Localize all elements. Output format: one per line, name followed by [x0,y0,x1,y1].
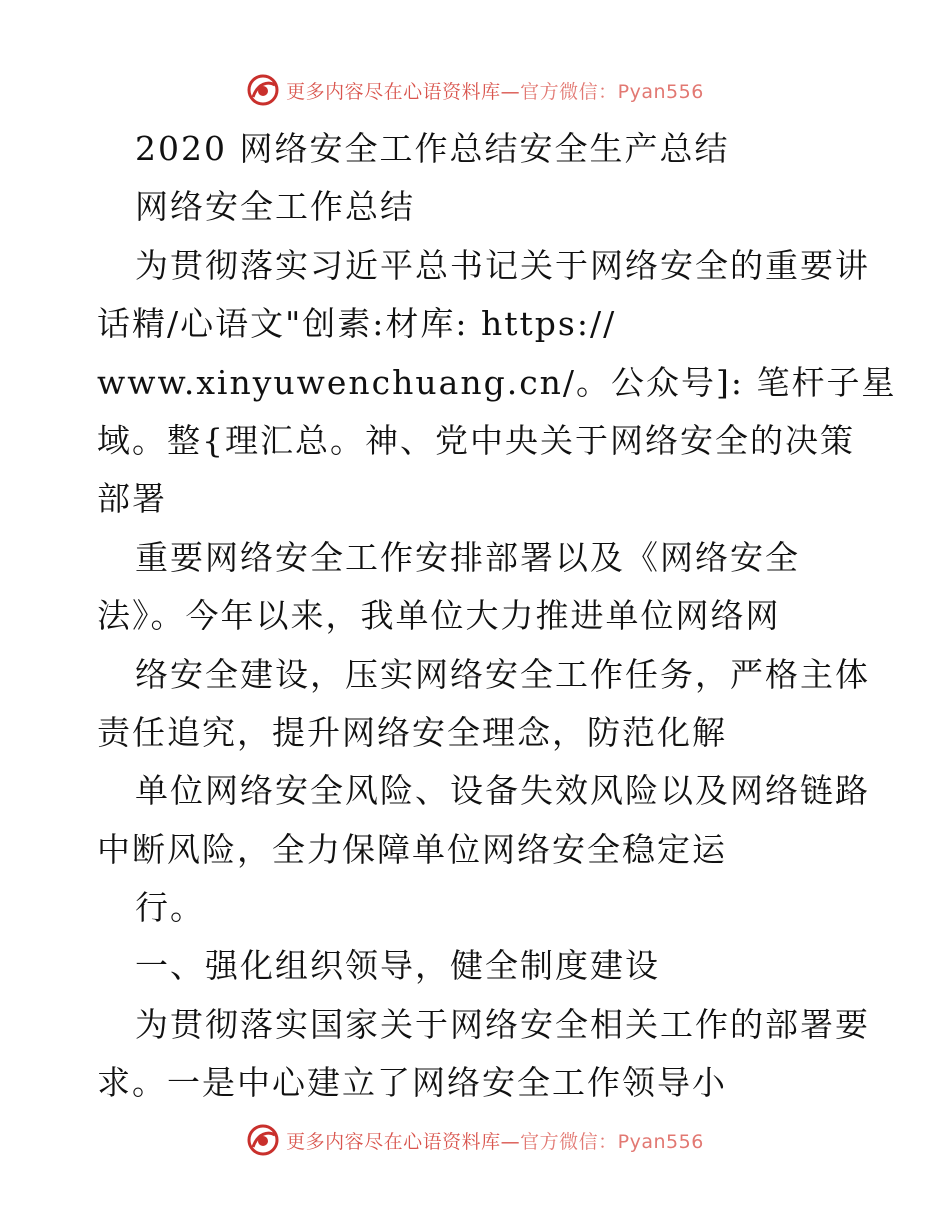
text-line: 行。 [135,888,205,928]
text-line: 法》。今年以来，我单位大力推进单位网络网 [97,596,781,636]
text-line: 单位网络安全风险、设备失效风险以及网络链路 [135,771,870,811]
banner-text: 更多内容尽在心语资料库—官方微信：Pyan556 [286,80,704,103]
text-line: 求。一是中心建立了网络安全工作领导小 [97,1063,727,1103]
text-line: 责任追究，提升网络安全理念，防范化解 [97,712,727,752]
header-watermark-banner [0,70,950,110]
brand-logo-icon [246,73,280,107]
text-line: 话精/心语文"创素:材库: https:// [97,304,617,344]
banner-text: 更多内容尽在心语资料库—官方微信：Pyan556 [286,1130,704,1153]
text-line: 部署 [97,479,167,519]
text-line: 一、强化组织领导，健全制度建设 [135,946,660,986]
footer-watermark-banner [0,1120,950,1160]
text-line: 网络安全工作总结 [135,187,415,227]
text-line: 中断风险，全力保障单位网络安全稳定运 [97,829,727,869]
brand-logo-icon [246,1123,280,1157]
text-line: 2020 网络安全工作总结安全生产总结 [135,129,730,168]
text-line: www.xinyuwenchuang.cn/。公众号]: 笔杆子星 [97,362,897,402]
document-body [97,120,897,1113]
text-line: 络安全建设，压实网络安全工作任务，严格主体 [135,654,870,694]
text-line: 重要网络安全工作安排部署以及《网络安全 [135,537,800,577]
text-line: 为贯彻落实习近平总书记关于网络安全的重要讲 [135,245,870,285]
text-line: 为贯彻落实国家关于网络安全相关工作的部署要 [135,1004,870,1044]
text-line: 域。整{理汇总。神、党中央关于网络安全的决策 [97,420,855,460]
